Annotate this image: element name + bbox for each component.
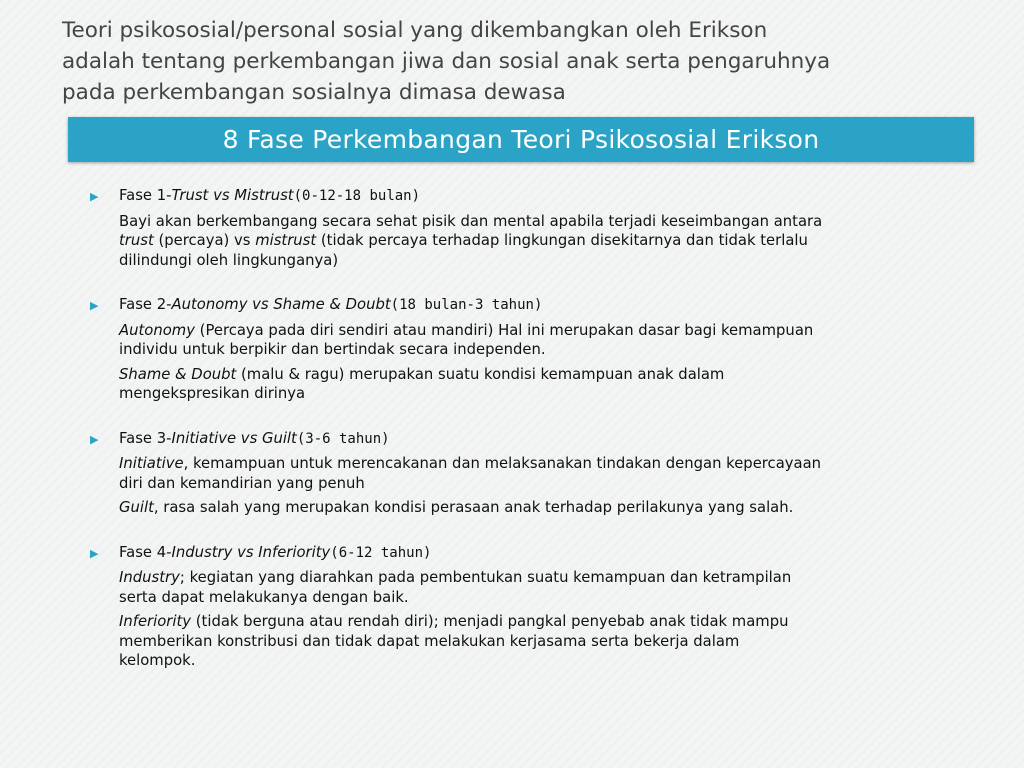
phase-4 [90, 543, 970, 671]
triangle-right-icon: ▶ [90, 432, 99, 446]
phase-4-name: Industry vs Inferiority [171, 543, 331, 561]
phase-3-range: (3-6 tahun) [296, 430, 390, 447]
phase-2 [90, 295, 970, 404]
autonomy-term: Autonomy [119, 321, 195, 339]
phase-2-desc1-line-2: individu untuk berpikir dan bertindak secara independen. [119, 341, 546, 358]
phase-3-description-2 [119, 498, 970, 518]
subtitle-bar [68, 117, 974, 162]
phase-4-description-1 [119, 568, 970, 607]
phase-2-desc2-line-2: mengekspresikan dirinya [119, 385, 306, 402]
phase-4-heading [90, 543, 970, 564]
phase-2-desc2-text: (malu & ragu) merupakan suatu kondisi kemampuan anak dalam [236, 365, 725, 383]
phase-1-description [119, 212, 970, 271]
phase-3-desc1-line-1 [119, 454, 970, 474]
phase-2-desc1-line-1 [119, 321, 970, 341]
phase-1-desc-line-3: dilindungi oleh lingkunganya) [119, 251, 339, 269]
phase-2-heading [90, 295, 970, 316]
phase-1-range: (0-12-18 bulan) [293, 188, 421, 204]
mistrust-term: mistrust [255, 232, 317, 249]
phase-3-heading [90, 429, 970, 450]
phase-3 [90, 429, 970, 518]
phase-2-name: Autonomy vs Shame & Doubt [171, 296, 391, 313]
phase-4-desc1-line-2: serta dapat melakukanya dengan baik. [119, 588, 409, 606]
title-line-2: adalah tentang perkembangan jiwa dan sosial anak serta pengaruhnya [62, 49, 831, 74]
phase-1-desc-text-a: (percaya) vs [153, 232, 256, 249]
subtitle-text: 8 Fase Perkembangan Teori Psikososial Erikson [222, 125, 820, 154]
phase-2-description-1 [119, 321, 970, 360]
phase-2-desc1-text: (Percaya pada diri sendiri atau mandiri) Hal ini merupakan dasar bagi kemampuan [194, 321, 814, 339]
phase-3-name: Initiative vs Guilt [171, 429, 297, 447]
phase-4-description-2 [119, 612, 970, 671]
guilt-term: Guilt [119, 499, 154, 516]
phase-1-desc-line-1: Bayi akan berkembangang secara sehat pisik dan mental apabila terjadi keseimbangan antara [119, 212, 823, 230]
phase-4-range: (6-12 tahun) [330, 544, 432, 561]
triangle-right-icon: ▶ [90, 190, 99, 203]
phase-1-desc-text-b: (tidak percaya terhadap lingkungan disekitarnya dan tidak terlalu [316, 232, 808, 249]
phase-1-heading [90, 186, 970, 207]
trust-term: trust [119, 232, 154, 249]
phase-2-range: (18 bulan-3 tahun) [390, 297, 543, 313]
inferiority-term: Inferiority [119, 613, 192, 630]
phase-4-desc1-text: ; kegiatan yang diarahkan pada pembentukan suatu kemampuan dan ketrampilan [179, 569, 792, 586]
shame-doubt-term: Shame & Doubt [119, 365, 237, 383]
phase-2-description-2 [119, 365, 970, 404]
phase-3-prefix: Fase 3- [119, 429, 172, 447]
phase-3-desc2-line-1 [119, 498, 970, 518]
phase-4-desc2-line-3: kelompok. [119, 652, 196, 669]
phase-3-description-1 [119, 454, 970, 493]
phase-4-desc2-line-2: memberikan konstribusi dan tidak dapat melakukan kerjasama serta bekerja dalam [119, 632, 740, 650]
phase-4-desc2-line-1 [119, 612, 970, 632]
slide-title [62, 15, 992, 108]
phase-1-name: Trust vs Mistrust [171, 187, 294, 204]
phase-4-prefix: Fase 4- [119, 543, 172, 561]
phase-list [90, 186, 970, 696]
phase-1-desc-line-2 [119, 231, 970, 251]
phase-3-desc1-line-2: diri dan kemandirian yang penuh [119, 474, 365, 492]
title-line-1: Teori psikososial/personal sosial yang dikembangkan oleh Erikson [62, 18, 768, 43]
triangle-right-icon: ▶ [90, 546, 99, 560]
phase-2-prefix: Fase 2- [119, 296, 172, 313]
title-line-3: pada perkembangan sosialnya dimasa dewasa [62, 80, 566, 105]
triangle-right-icon: ▶ [90, 299, 99, 312]
phase-1-prefix: Fase 1- [119, 187, 172, 204]
phase-3-desc2-text: , rasa salah yang merupakan kondisi perasaan anak terhadap perilakunya yang salah. [153, 499, 794, 516]
initiative-term: Initiative [119, 455, 184, 472]
industry-term: Industry [119, 569, 180, 586]
phase-1 [90, 186, 970, 270]
phase-4-desc2-text: (tidak berguna atau rendah diri); menjadi pangkal penyebab anak tidak mampu [191, 613, 789, 630]
phase-2-desc2-line-1 [119, 365, 970, 385]
phase-4-desc1-line-1 [119, 568, 970, 588]
phase-3-desc1-text: , kemampuan untuk merencakanan dan melaksanakan tindakan dengan kepercayaan [183, 455, 822, 472]
